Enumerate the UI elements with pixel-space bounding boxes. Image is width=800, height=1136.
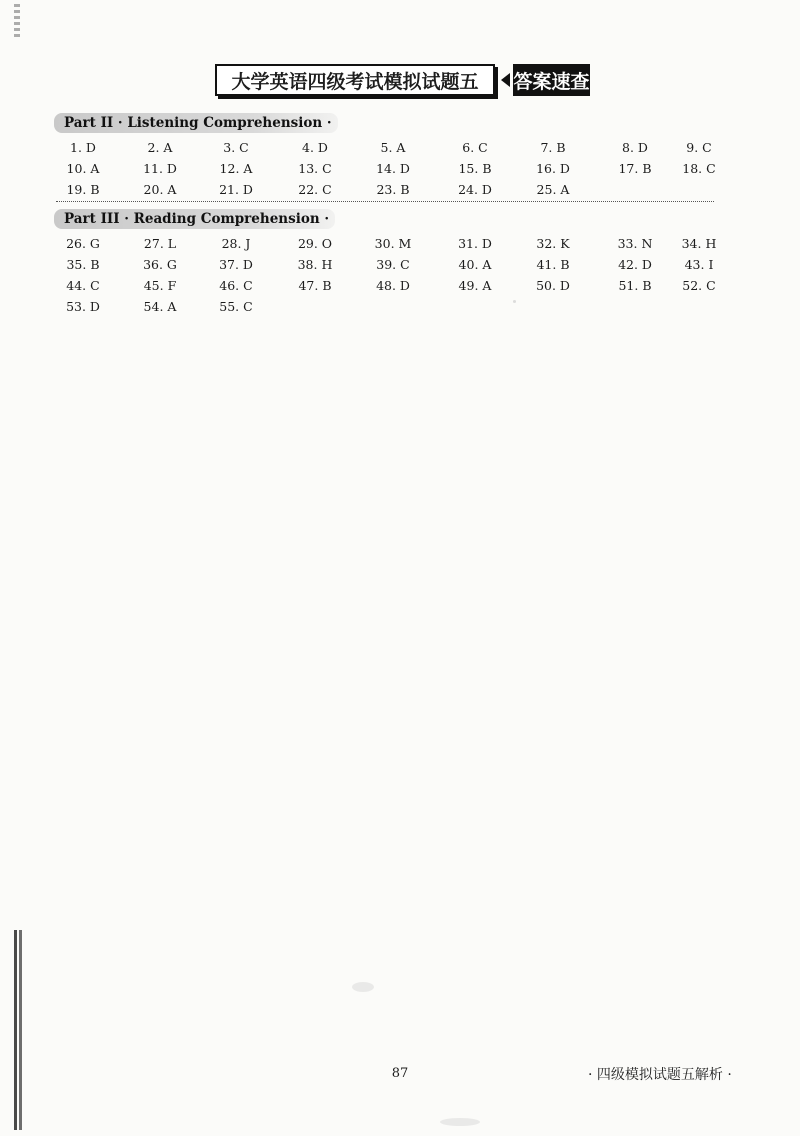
answer-item: 4. D	[302, 140, 328, 155]
page-title: 大学英语四级考试模拟试题五	[215, 64, 495, 96]
answer-item: 8. D	[622, 140, 648, 155]
answer-item: 31. D	[458, 236, 492, 251]
answer-item: 33. N	[617, 236, 653, 251]
answer-item: 42. D	[618, 257, 652, 272]
answer-item: 21. D	[219, 182, 253, 197]
answer-item: 13. C	[298, 161, 332, 176]
answer-item: 20. A	[143, 182, 177, 197]
answer-item: 35. B	[66, 257, 100, 272]
answer-item: 30. M	[374, 236, 412, 251]
answer-item: 5. A	[380, 140, 406, 155]
answer-item: 11. D	[143, 161, 177, 176]
answer-row	[48, 257, 728, 278]
answer-item: 38. H	[297, 257, 333, 272]
answer-item: 37. D	[219, 257, 253, 272]
answer-item: 10. A	[66, 161, 100, 176]
running-footer: · 四级模拟试题五解析 ·	[588, 1067, 732, 1083]
scan-speck	[513, 300, 516, 303]
answer-item: 39. C	[376, 257, 410, 272]
answer-item: 26. G	[66, 236, 100, 251]
answer-item: 51. B	[618, 278, 652, 293]
answer-item: 40. A	[458, 257, 492, 272]
scan-speck	[440, 1118, 480, 1126]
answer-item: 55. C	[219, 299, 253, 314]
answer-item: 36. G	[143, 257, 177, 272]
answer-grid-reading	[48, 236, 728, 320]
answer-item: 24. D	[458, 182, 492, 197]
answer-item: 28. J	[221, 236, 251, 251]
answer-item: 45. F	[143, 278, 177, 293]
scan-edge-mark	[14, 930, 22, 1130]
section-header-reading: Part III · Reading Comprehension ·	[54, 209, 335, 229]
answer-item: 50. D	[536, 278, 570, 293]
answer-item: 23. B	[376, 182, 410, 197]
answer-item: 16. D	[536, 161, 570, 176]
answer-item: 34. H	[681, 236, 717, 251]
answer-row	[48, 182, 728, 203]
answer-item: 54. A	[143, 299, 177, 314]
triangle-left-icon	[501, 73, 510, 87]
answer-row	[48, 161, 728, 182]
answer-item: 48. D	[376, 278, 410, 293]
answer-item: 25. A	[536, 182, 570, 197]
answer-grid-listening	[48, 140, 728, 203]
answer-item: 12. A	[219, 161, 253, 176]
answer-item: 53. D	[66, 299, 100, 314]
answer-item: 18. C	[682, 161, 716, 176]
scan-speck	[352, 982, 374, 992]
answer-key-tag: 答案速查	[513, 64, 590, 96]
answer-item: 27. L	[143, 236, 177, 251]
section-divider	[56, 201, 714, 202]
answer-item: 9. C	[686, 140, 712, 155]
page-number: 87	[391, 1066, 409, 1081]
answer-item: 3. C	[223, 140, 249, 155]
answer-item: 19. B	[66, 182, 100, 197]
answer-item: 44. C	[66, 278, 100, 293]
answer-item: 41. B	[536, 257, 570, 272]
answer-item: 22. C	[298, 182, 332, 197]
answer-item: 29. O	[297, 236, 333, 251]
answer-item: 7. B	[540, 140, 566, 155]
answer-item: 1. D	[70, 140, 96, 155]
answer-item: 47. B	[298, 278, 332, 293]
answer-item: 17. B	[618, 161, 652, 176]
answer-row	[48, 278, 728, 299]
page-title-banner	[215, 64, 590, 96]
answer-item: 6. C	[462, 140, 488, 155]
section-header-listening: Part II · Listening Comprehension ·	[54, 113, 338, 133]
answer-row	[48, 299, 728, 320]
answer-item: 15. B	[458, 161, 492, 176]
answer-item: 14. D	[376, 161, 410, 176]
scan-edge-mark	[14, 4, 20, 38]
answer-item: 52. C	[682, 278, 716, 293]
answer-item: 49. A	[458, 278, 492, 293]
answer-row	[48, 140, 728, 161]
answer-item: 43. I	[684, 257, 714, 272]
answer-row	[48, 236, 728, 257]
answer-item: 32. K	[536, 236, 570, 251]
answer-item: 2. A	[147, 140, 173, 155]
answer-item: 46. C	[219, 278, 253, 293]
